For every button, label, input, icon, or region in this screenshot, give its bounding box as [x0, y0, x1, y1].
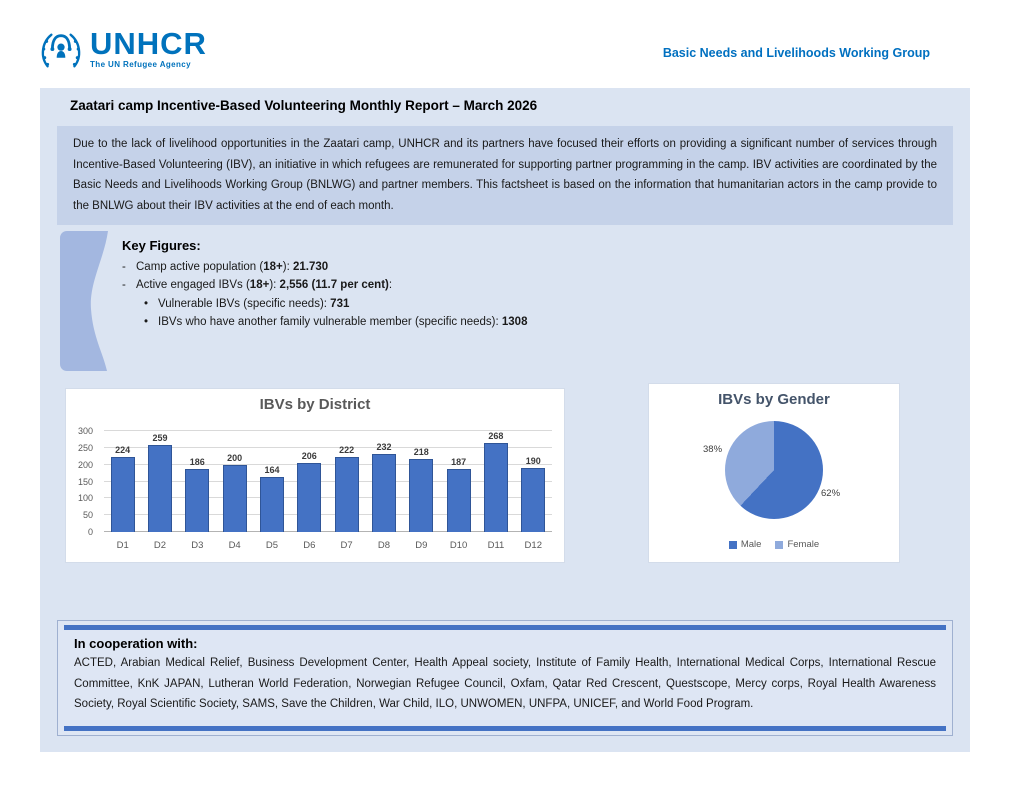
bar-chart-yaxis	[66, 426, 99, 537]
bar-chart-title: IBVs by District	[259, 396, 371, 413]
unhcr-emblem-icon	[38, 28, 84, 74]
x-axis-tick: D2	[153, 540, 167, 551]
bar	[185, 469, 209, 532]
x-axis-tick: D9	[415, 540, 428, 551]
bar-value-label: 268	[488, 431, 504, 441]
list-marker: -	[122, 279, 126, 292]
x-axis-tick: D8	[377, 540, 391, 551]
bar	[484, 443, 508, 532]
key-figure-item	[122, 276, 682, 294]
pie-label-female: 38%	[703, 444, 723, 455]
y-axis-tick: 300	[77, 426, 93, 436]
y-axis-tick: 100	[77, 493, 93, 504]
pie-chart-card	[648, 383, 900, 563]
y-axis-tick: 150	[77, 476, 93, 487]
bar-chart-card	[65, 388, 565, 563]
key-figures-section	[122, 238, 682, 332]
y-axis-tick: 250	[77, 442, 93, 453]
legend-item	[729, 539, 762, 550]
y-axis-tick: 0	[87, 527, 93, 537]
logo-brand-text: UNHCR	[90, 26, 207, 61]
bar	[447, 469, 471, 532]
cooperation-partners-text: ACTED, Arabian Medical Relief, Business Development Center, Health Appeal society, Institute of Family Health, International Medical Corps, International Rescue Committee, KnK JAPAN, Lutheran World Federation, Norwegian Refugee Council, Oxfam, Qatar Red Crescent, Questscope, Mercy corps, Royal Health Awareness Society, Royal Scientific Society, SAMS, Save the Children, War Child, ILO, UNWOMEN, UNFPA, UNICEF, and World Food Program.	[74, 657, 936, 711]
bar-column	[328, 431, 365, 532]
intro-paragraph: Due to the lack of livelihood opportunities in the Zaatari camp, UNHCR and its partners have focused their efforts on providing a significant number of services through Incentive-Based Volunteering (IBV), an initiative in which refugees are remunerated for supporting partner programming in the camp. IBV activities are coordinated by the Basic Needs and Livelihoods Working Group (BNLWG) and partner members. This factsheet is based on the information that humanitarian actors in the camp provide to the BNLWG about their IBV activities at the end of each month.	[57, 126, 953, 225]
pie-legend	[649, 539, 899, 550]
x-axis-tick: D10	[449, 540, 468, 551]
bar	[260, 477, 284, 532]
bar	[521, 468, 545, 532]
bar-column	[141, 431, 178, 532]
legend-label: Female	[787, 539, 820, 550]
bar-column	[291, 431, 328, 532]
x-axis-tick: D7	[340, 540, 353, 551]
bar-column	[104, 431, 141, 532]
report-body-panel	[40, 88, 970, 752]
bar-column	[515, 431, 552, 532]
key-figures-heading: Key Figures:	[122, 238, 201, 253]
bar	[148, 445, 172, 532]
legend-swatch	[729, 541, 737, 549]
pie-chart-area	[649, 414, 899, 526]
bar-value-label: 218	[413, 446, 429, 457]
logo-tagline: The UN Refugee Agency	[90, 60, 192, 69]
legend-label: Male	[740, 539, 762, 550]
legend-swatch	[775, 541, 783, 549]
bar-column	[365, 431, 402, 532]
bar-column	[179, 431, 216, 532]
bar-column	[253, 431, 290, 532]
x-axis-tick: D5	[265, 540, 279, 551]
bar-column	[440, 431, 477, 532]
bar-column	[403, 431, 440, 532]
bar-value-label: 224	[115, 444, 131, 455]
key-figure-text: Vulnerable IBVs (specific needs): 731	[158, 297, 350, 310]
unhcr-logo	[38, 28, 207, 74]
key-figure-text: IBVs who have another family vulnerable member (specific needs): 1308	[158, 316, 528, 329]
bar	[297, 463, 321, 532]
y-axis-tick: 50	[82, 510, 93, 521]
bar-column	[216, 431, 253, 532]
key-figures-list	[122, 258, 682, 332]
key-figure-item	[122, 258, 682, 276]
bar	[409, 459, 433, 532]
page-title: Zaatari camp Incentive-Based Volunteering Monthly Report – March 2026	[70, 98, 538, 113]
bar-value-label: 206	[301, 450, 317, 461]
bar-chart-xaxis	[104, 540, 552, 554]
bar	[111, 457, 135, 532]
bar-value-label: 200	[227, 452, 243, 463]
cooperation-bottom-rule	[64, 726, 946, 731]
bar	[223, 465, 247, 532]
bar-chart-plot	[104, 431, 552, 532]
bar	[335, 457, 359, 532]
legend-item	[775, 539, 819, 550]
key-figure-item	[122, 295, 682, 313]
bar-value-label: 222	[339, 445, 355, 456]
list-marker: •	[144, 316, 149, 329]
x-axis-tick: D12	[524, 540, 542, 551]
bar-value-label: 232	[376, 441, 392, 452]
x-axis-tick: D4	[228, 540, 241, 551]
working-group-label: Basic Needs and Livelihoods Working Group	[662, 46, 930, 60]
bar-value-label: 259	[152, 432, 168, 443]
pie-chart-title: IBVs by Gender	[718, 391, 830, 408]
bar	[372, 454, 396, 532]
x-axis-tick: D6	[303, 540, 316, 551]
key-figure-text: Camp active population (18+): 21.730	[136, 261, 329, 273]
gender-pie	[725, 421, 823, 519]
bar-value-label: 164	[264, 464, 280, 475]
cooperation-section	[57, 620, 953, 736]
key-figure-text: Active engaged IBVs (18+): 2,556 (11.7 per cent):	[136, 279, 393, 292]
logo-wordmark	[90, 28, 207, 69]
bar-value-label: 186	[189, 457, 205, 468]
cooperation-heading: In cooperation with:	[74, 636, 198, 651]
list-marker: -	[122, 261, 126, 273]
pie-label-male: 62%	[821, 488, 841, 499]
x-axis-tick: D3	[191, 540, 204, 551]
x-axis-tick: D11	[487, 540, 505, 551]
y-axis-tick: 200	[77, 459, 93, 470]
bar-value-label: 187	[451, 457, 467, 468]
cooperation-top-rule	[64, 625, 946, 630]
key-figure-item	[122, 313, 682, 331]
x-axis-tick: D1	[116, 540, 129, 551]
decorative-brace-shape	[60, 231, 115, 371]
list-marker: •	[144, 297, 149, 310]
bar-value-label: 190	[525, 456, 541, 467]
bar-column	[477, 431, 514, 532]
